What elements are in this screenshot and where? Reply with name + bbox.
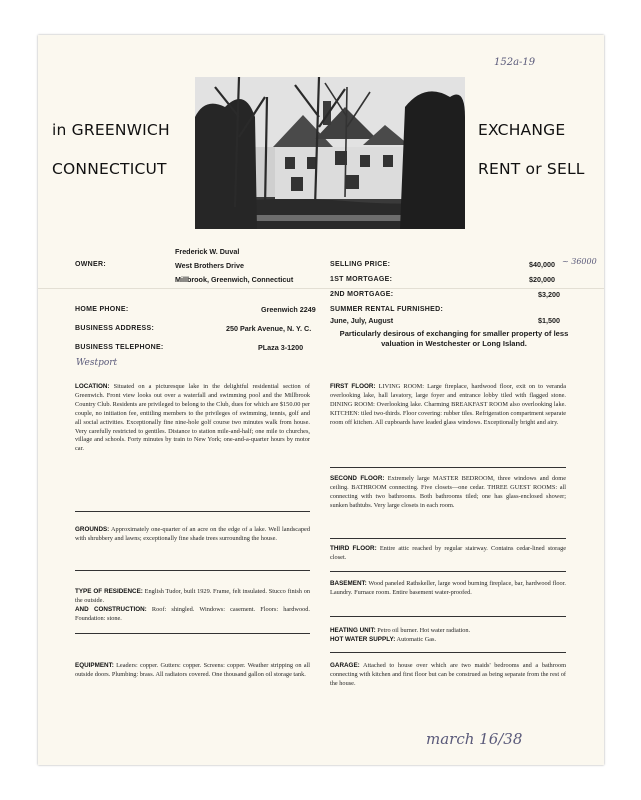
section-grounds-title: GROUNDS: bbox=[75, 526, 110, 533]
section-first-floor-text: LIVING ROOM: Large fireplace, hardwood floor, exit on to veranda overlooking lake, hall lavatory, large foyer and entrance lobby tiled with flagged stone. DINING ROOM: Overlooking lake. Charming BREAKFAST ROOM also overlooking lake. KITCHEN: tiled two-thirds. Floor covering: rubber tiles. Refrigeration compartment separate room off kitchen. All cupboards have leaded glass windows. Exceptionally bright and airy. bbox=[330, 383, 567, 426]
home-phone-label: HOME PHONE: bbox=[75, 306, 129, 313]
section-location-text: Situated on a picturesque lake in the delightful residential section of Greenwich. Front view looks out over a waterfall and swimming pool and the Millbrook Country Club. Residents are privileged to belong to the Club, dues for which are $150.00 per couple, no initiation fee, entitling members to the privileges of swimming, tennis, golf and all social activities. Exceptionally fine nine-hole golf course two minutes walk from house. Very carefully restricted to gentiles. Distance to station mile-and-half; one mile to churches, village and schools. Forty minutes by train to New York; one-and-a-quarter hours by motor car. bbox=[75, 383, 310, 453]
section-third-floor-title: THIRD FLOOR: bbox=[330, 545, 377, 552]
section-second-floor-title: SECOND FLOOR: bbox=[330, 475, 385, 482]
section-basement-text: Wood paneled Rathskeller, large wood burning fireplace, bar, hardwood floor. Laundry. Furnace room. Entire basement water-proofed. bbox=[330, 580, 566, 596]
owner-city: Millbrook, Greenwich, Connecticut bbox=[175, 275, 294, 284]
section-residence-text: English Tudor, built 1929. Frame, felt insulated. Stucco finish on the outside. bbox=[75, 588, 310, 604]
section-construction-title: AND CONSTRUCTION: bbox=[75, 605, 147, 613]
section-third-floor-text: Entire attic reached by regular stairway. Contains cedar-lined storage closet. bbox=[330, 545, 567, 561]
section-second-floor-text: Extremely large MASTER BEDROOM, three windows and dome ceiling. BATHROOM connecting. Five closets—one cedar. THREE GUEST ROOMS: all connecting with two bathrooms. Both bathrooms tiled; one has glass-enclosed shower; sunken bathtubs. Very large closets in each room. bbox=[330, 475, 567, 509]
section-equipment-title: EQUIPMENT: bbox=[75, 662, 114, 669]
first-mortgage-label: 1ST MORTGAGE: bbox=[330, 276, 393, 283]
summer-rental-price: $1,500 bbox=[538, 316, 560, 325]
section-hot-water-text: Automatic Gas. bbox=[396, 635, 437, 643]
business-address-value: 250 Park Avenue, N. Y. C. bbox=[226, 324, 312, 333]
handwritten-date: march 16/38 bbox=[426, 730, 523, 748]
business-telephone-value: PLaza 3-1200 bbox=[258, 343, 304, 352]
section-heating-title: HEATING UNIT: bbox=[330, 627, 376, 634]
divider bbox=[330, 616, 566, 617]
section-equipment bbox=[75, 662, 310, 680]
divider bbox=[330, 538, 566, 539]
divider bbox=[75, 570, 310, 571]
section-residence bbox=[75, 588, 310, 624]
house-photo bbox=[195, 77, 465, 229]
selling-price-value: $40,000 bbox=[529, 260, 555, 269]
section-garage-text: Attached to house over which are two maids' bedrooms and a bathroom connecting with kitchen and first floor but can be construed as being separate from the rest of the house. bbox=[330, 662, 566, 687]
section-grounds bbox=[75, 526, 310, 544]
owner-label: OWNER: bbox=[75, 261, 106, 268]
divider bbox=[75, 511, 310, 512]
fold-crease bbox=[38, 288, 604, 289]
section-garage-title: GARAGE: bbox=[330, 662, 360, 669]
second-mortgage-label: 2ND MORTGAGE: bbox=[330, 291, 394, 298]
section-second-floor bbox=[330, 475, 566, 511]
section-equipment-text: Leaders: copper. Gutters: copper. Screens: copper. Weather stripping on all outside doors. Plumbing: brass. All radiators covered. One thousand gallon oil storage tank. bbox=[75, 662, 310, 678]
section-hot-water-title: HOT WATER SUPPLY: bbox=[330, 635, 396, 643]
header-right-line1: EXCHANGE bbox=[478, 121, 566, 139]
handwritten-price-note: ~ 36000 bbox=[562, 257, 597, 266]
section-garage bbox=[330, 662, 566, 689]
exchange-note: Particularly desirous of exchanging for smaller property of less valuation in Westchester or Long Island. bbox=[339, 329, 569, 348]
section-construction-text: Roof: shingled. Windows: casement. Floors: hardwood. Foundation: stone. bbox=[75, 605, 310, 622]
section-third-floor bbox=[330, 545, 566, 563]
section-residence-title: TYPE OF RESIDENCE: bbox=[75, 588, 143, 595]
section-heating-text: Petro oil burner. Hot water radiation. bbox=[377, 627, 471, 634]
header-right-line2: RENT or SELL bbox=[478, 160, 585, 178]
header-left-line2: CONNECTICUT bbox=[52, 160, 167, 178]
business-address-label: BUSINESS ADDRESS: bbox=[75, 325, 155, 332]
summer-rental-label: SUMMER RENTAL FURNISHED: bbox=[330, 306, 444, 313]
section-heating bbox=[330, 627, 566, 645]
section-first-floor bbox=[330, 383, 566, 428]
divider bbox=[75, 633, 310, 634]
first-mortgage-value: $20,000 bbox=[529, 275, 555, 284]
selling-price-label: SELLING PRICE: bbox=[330, 261, 391, 268]
section-location-title: LOCATION: bbox=[75, 383, 110, 390]
flyer-sheet bbox=[38, 35, 604, 765]
section-location bbox=[75, 383, 310, 454]
home-phone-value: Greenwich 2249 bbox=[261, 305, 316, 314]
handwritten-catalog-number: 152a-19 bbox=[494, 57, 536, 68]
header-left-line1: in GREENWICH bbox=[52, 121, 170, 139]
divider bbox=[330, 652, 566, 653]
section-first-floor-title: FIRST FLOOR: bbox=[330, 383, 376, 390]
owner-name: Frederick W. Duval bbox=[175, 247, 240, 256]
handwritten-location-note: Westport bbox=[76, 358, 118, 368]
business-telephone-label: BUSINESS TELEPHONE: bbox=[75, 344, 164, 351]
owner-street: West Brothers Drive bbox=[175, 261, 244, 270]
summer-rental-period: June, July, August bbox=[330, 316, 394, 325]
divider bbox=[330, 571, 566, 572]
second-mortgage-value: $3,200 bbox=[538, 290, 560, 299]
divider bbox=[330, 467, 566, 468]
section-grounds-text: Approximately one-quarter of an acre on the edge of a lake. Well landscaped with shrubbery and lawns; exceptionally fine shade trees surrounding the house. bbox=[75, 526, 310, 542]
section-basement-title: BASEMENT: bbox=[330, 580, 367, 587]
section-basement bbox=[330, 580, 566, 598]
